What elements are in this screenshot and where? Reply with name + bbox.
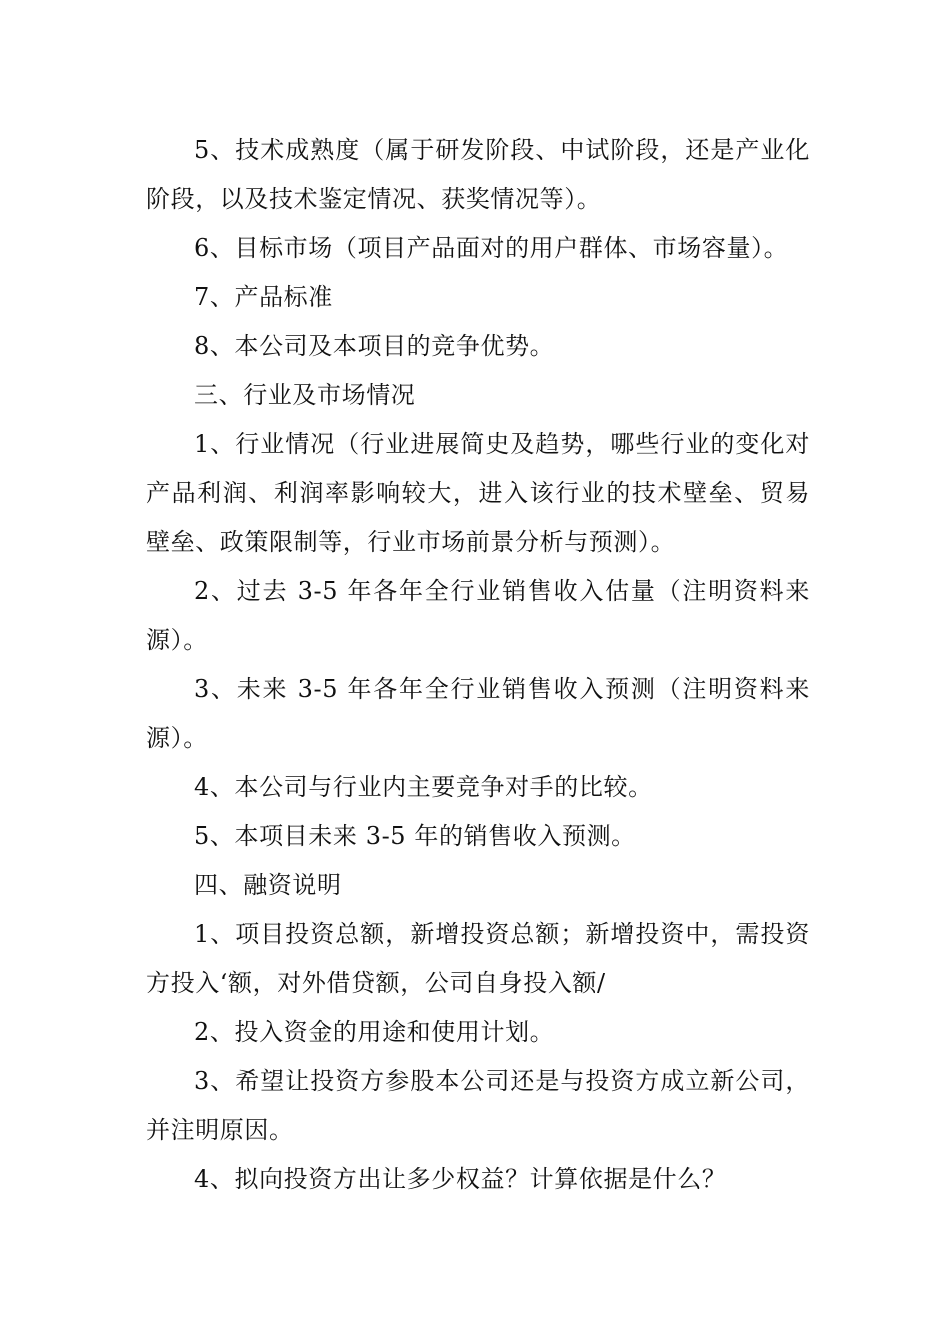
paragraph-tech-maturity: 5、技术成熟度（属于研发阶段、中试阶段，还是产业化阶段，以及技术鉴定情况、获奖情况等）。 [146,136,810,213]
paragraph-future-sales-forecast: 3、未来 3-5 年各年全行业销售收入预测（注明资料来源）。 [146,675,810,752]
paragraph-project-sales-forecast: 5、本项目未来 3-5 年的销售收入预测。 [194,822,636,850]
paragraph-fund-usage: 2、投入资金的用途和使用计划。 [194,1018,555,1046]
document-body [146,126,810,1204]
paragraph-past-sales-estimate: 2、过去 3-5 年各年全行业销售收入估量（注明资料来源）。 [146,577,810,654]
paragraph-industry-situation: 1、行业情况（行业进展简史及趋势，哪些行业的变化对产品利润、利润率影响较大，进入该行业的技术壁垒、贸易壁垒、政策限制等，行业市场前景分析与预测）。 [146,430,810,556]
section-heading-industry-market: 三、行业及市场情况 [194,381,416,409]
paragraph-product-standard: 7、产品标准 [194,283,333,311]
paragraph-investor-participation: 3、希望让投资方参股本公司还是与投资方成立新公司，并注明原因。 [146,1067,810,1144]
paragraph-competitive-advantage: 8、本公司及本项目的竞争优势。 [194,332,555,360]
paragraph-equity-transfer: 4、拟向投资方出让多少权益？计算依据是什么？ [194,1165,727,1193]
paragraph-investment-total: 1、项目投资总额，新增投资总额；新增投资中，需投资方投入‘额，对外借贷额，公司自身投入额/ [146,920,810,997]
paragraph-competitor-comparison: 4、本公司与行业内主要竞争对手的比较。 [194,773,653,801]
section-heading-financing: 四、融资说明 [194,871,342,899]
paragraph-target-market: 6、目标市场（项目产品面对的用户群体、市场容量）。 [194,234,789,262]
